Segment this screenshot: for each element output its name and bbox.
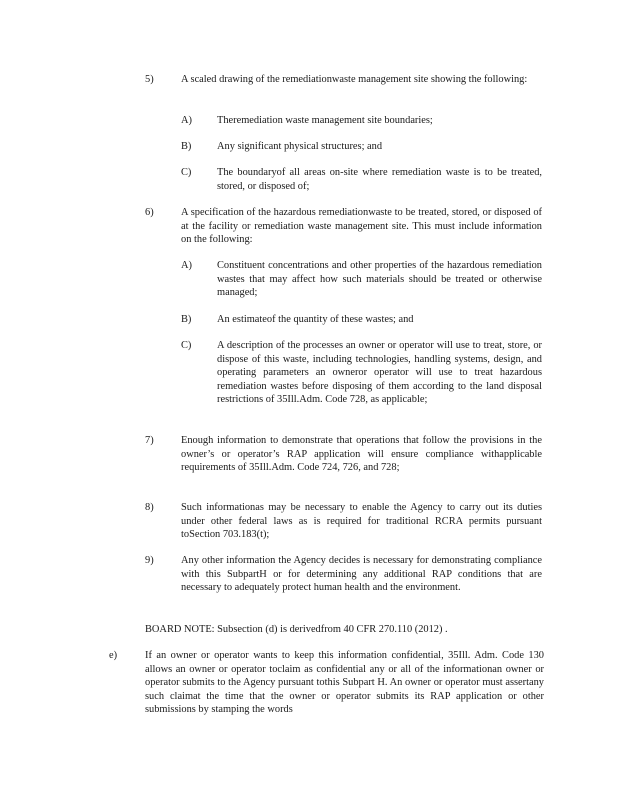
item-number: C) xyxy=(181,340,192,351)
item-text: Such informationas may be necessary to enable the Agency to carry out its duties under other federal laws as is required for traditional RCRA permits pursuant toSection 703.183(t); xyxy=(181,502,542,541)
list-item-6c xyxy=(181,339,542,407)
item-number: A) xyxy=(181,260,192,271)
list-item-7 xyxy=(145,434,542,475)
list-item-5c xyxy=(181,166,542,193)
list-item-9 xyxy=(145,554,542,595)
board-note: BOARD NOTE: Subsection (d) is derivedfrom 40 CFR 270.110 (2012) . xyxy=(145,624,448,635)
item-text: Any other information the Agency decides is necessary for demonstrating compliance with this SubpartH or for determining any additional RAP conditions that are necessary to adequately protect human health and the environment. xyxy=(181,555,542,594)
list-item-e xyxy=(109,649,544,717)
list-item-6 xyxy=(145,206,542,247)
item-number: A) xyxy=(181,115,192,126)
item-number: 7) xyxy=(145,435,154,446)
item-number: B) xyxy=(181,141,192,152)
item-number: 5) xyxy=(145,74,154,85)
item-text: The boundaryof all areas on-site where remediation waste is to be treated, stored, or disposed of; xyxy=(217,167,542,192)
item-text: A description of the processes an owner or operator will use to treat, store, or dispose of this waste, including technologies, handling systems, design, and operating parameters an owneror operator will use to treat hazardous remediation wastes before disposing of them according to the land disposal restrictions of 35Ill.Adm. Code 728, as applicable; xyxy=(217,340,542,406)
item-text: Any significant physical structures; and xyxy=(217,141,383,152)
item-text: A scaled drawing of the remediationwaste management site showing the following: xyxy=(181,74,528,85)
item-text: A specification of the hazardous remediationwaste to be treated, stored, or disposed of at the facility or remediation waste management site. This must include information on the following: xyxy=(181,207,542,246)
item-text: Constituent concentrations and other properties of the hazardous remediation wastes that may affect how such materials should be treated or otherwise managed; xyxy=(217,260,542,299)
list-item-5 xyxy=(145,73,542,87)
item-text: Theremediation waste management site boundaries; xyxy=(217,115,433,126)
item-number: C) xyxy=(181,167,192,178)
list-item-5b xyxy=(181,140,542,154)
item-text: Enough information to demonstrate that operations that follow the provisions in the owner’s or operator’s RAP application will ensure compliance withapplicable requirements of 35Ill.Adm. Code 724, 726, and 728; xyxy=(181,435,542,474)
item-text: An estimateof the quantity of these wastes; and xyxy=(217,314,414,325)
item-number: 9) xyxy=(145,555,154,566)
item-text: If an owner or operator wants to keep this information confidential, 35Ill. Adm. Code 130 allows an owner or operator toclaim as confidential any or all of the informationan owner or operator submits to the Agency pursuant tothis Subpart H. An owner or operator must assertany such claimat the time that the owner or operator submits its RAP application or other submissions by stamping the words xyxy=(145,650,544,716)
list-item-6b xyxy=(181,313,542,327)
item-number: e) xyxy=(109,650,118,661)
item-number: B) xyxy=(181,314,192,325)
list-item-6a xyxy=(181,259,542,300)
item-number: 6) xyxy=(145,207,154,218)
list-item-5a xyxy=(181,114,542,128)
list-item-8 xyxy=(145,501,542,542)
item-number: 8) xyxy=(145,502,154,513)
